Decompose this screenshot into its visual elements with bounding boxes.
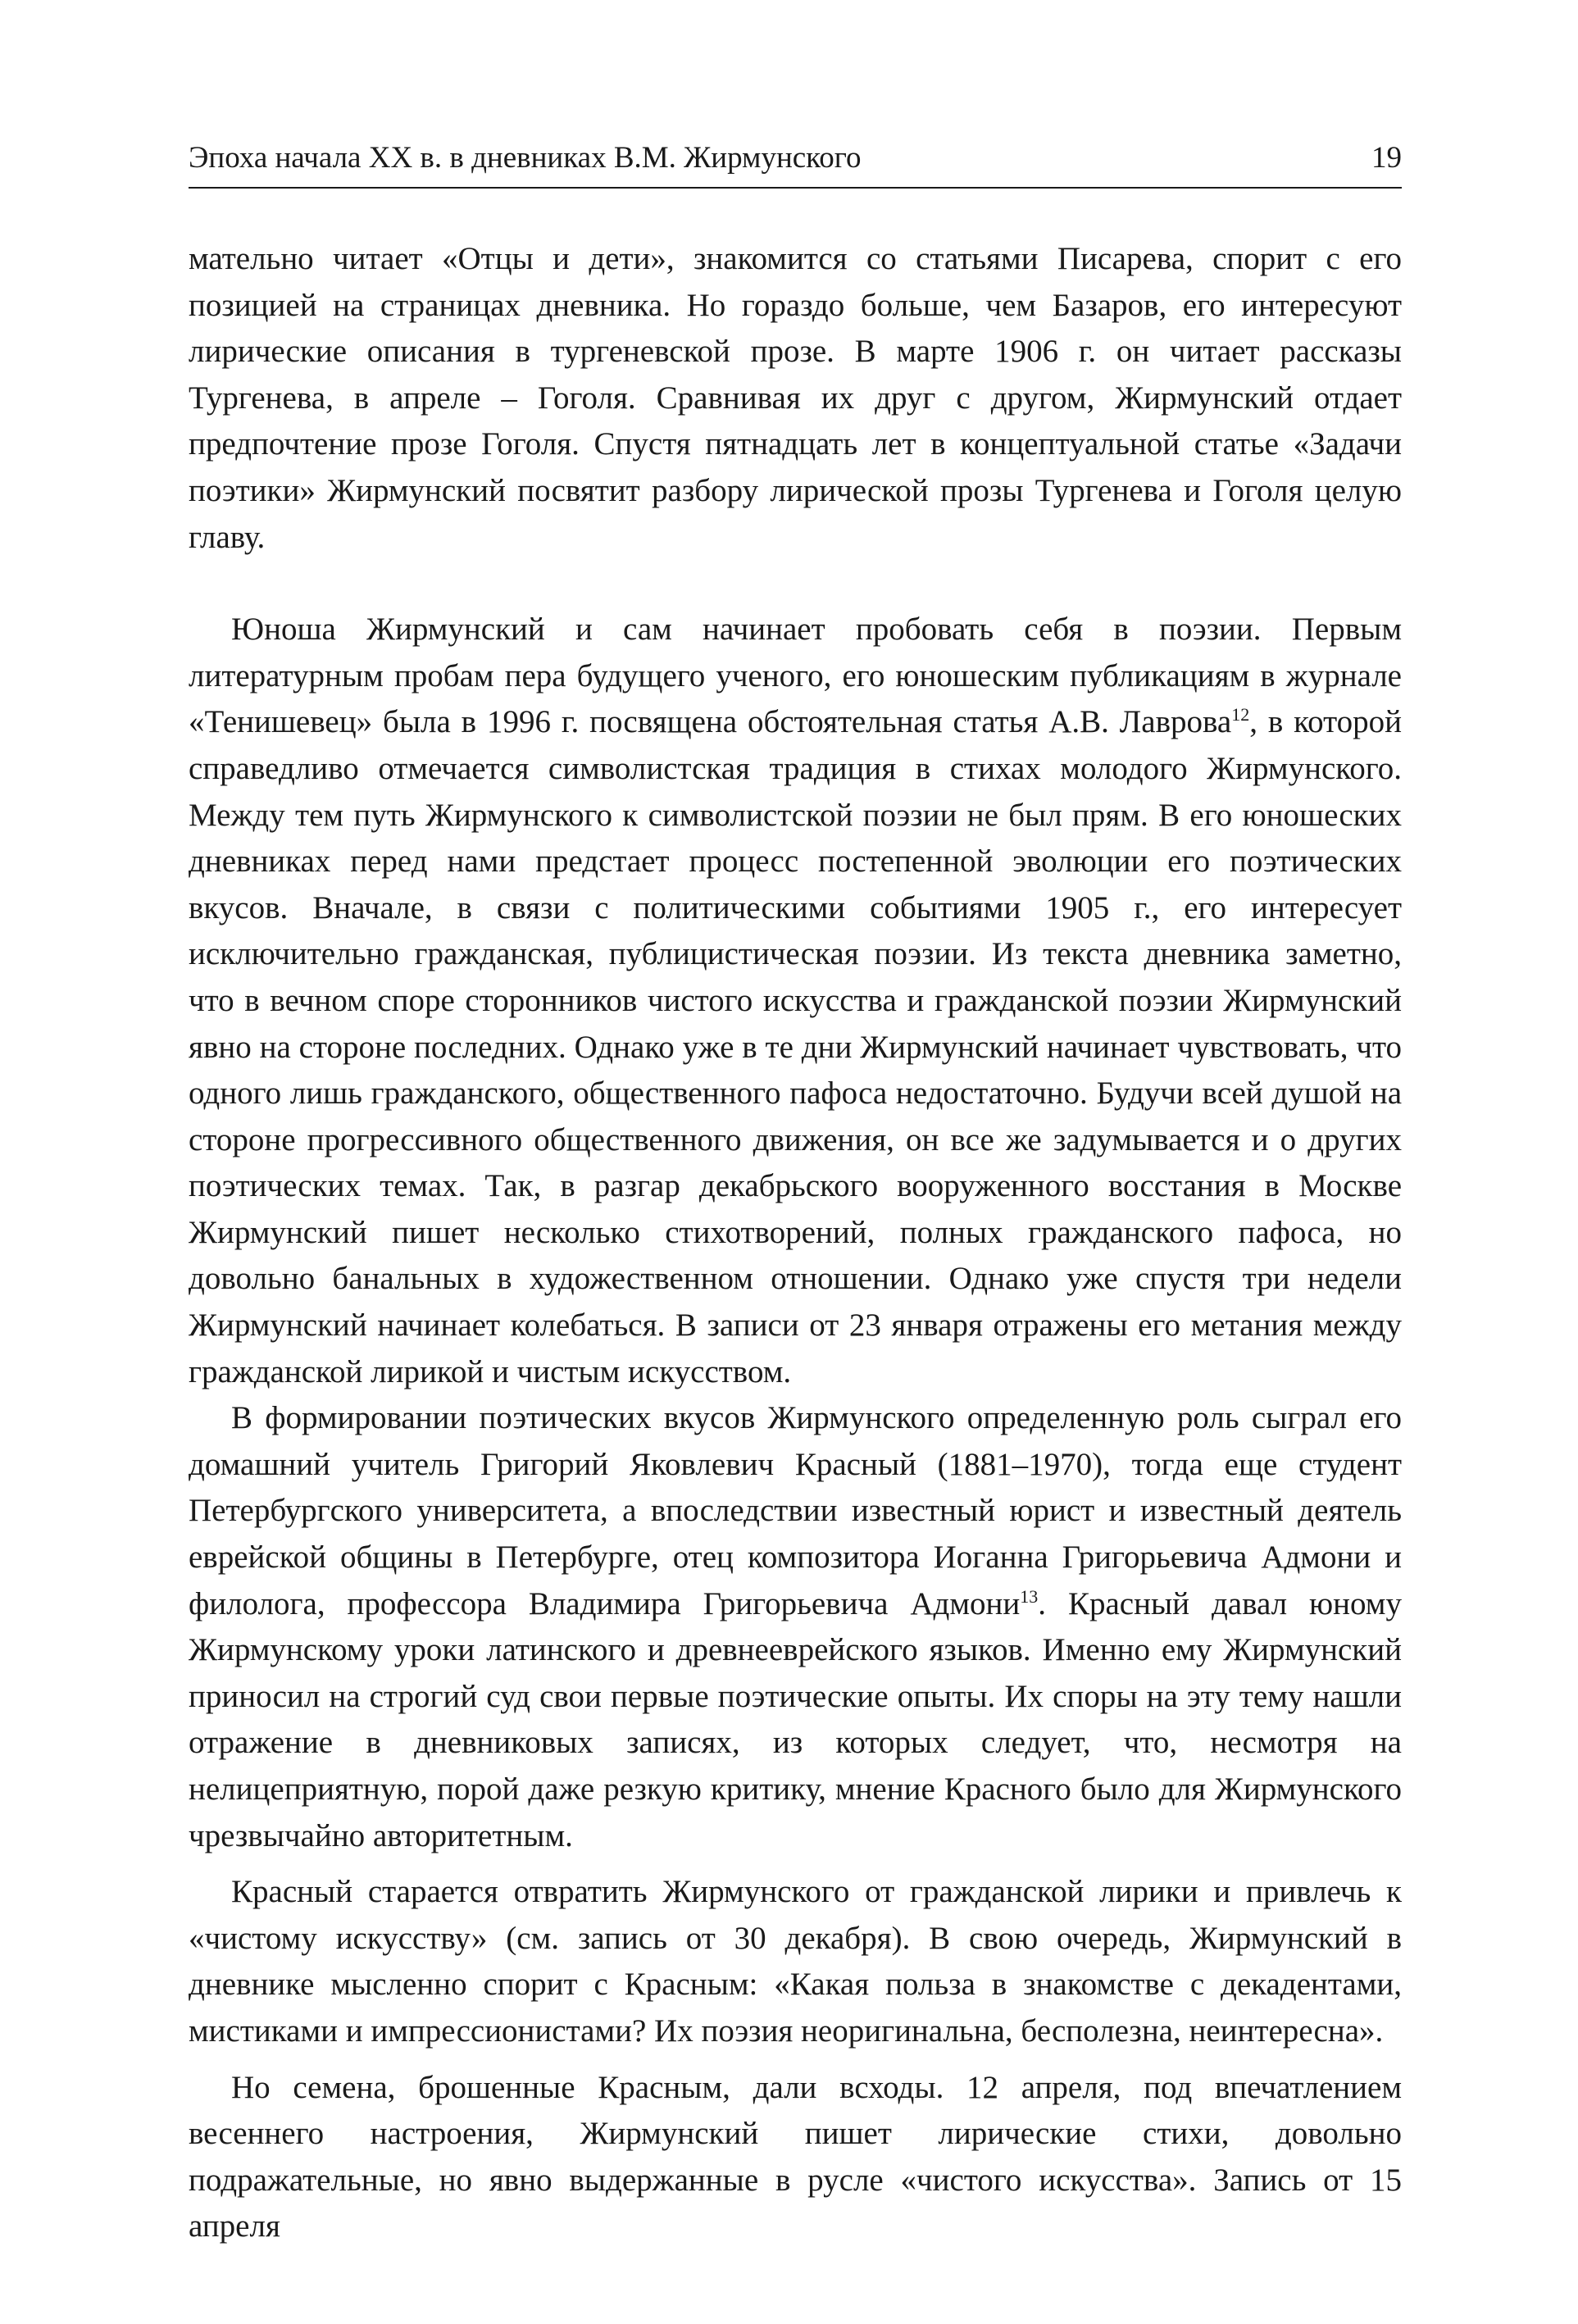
paragraph [189,607,1402,1395]
page-number: 19 [1371,141,1402,175]
paragraph-text: Юноша Жирмунский и сам начинает пробовать себя в поэзии. Первым литературным пробам пера будущего ученого, его юношеским публикациям в журнале «Тенишевец» была в 1996 г. посвящена обстоятельная статья А.В. Лаврова [189,612,1402,740]
running-title: Эпоха начала XX в. в дневниках В.М. Жирмунского [189,141,862,175]
paragraph-continuation [189,236,1402,561]
paragraph [189,2065,1402,2250]
paragraph [189,1395,1402,1859]
paragraph-text: В формировании поэтических вкусов Жирмунского определенную роль сыграл его домашний учитель Григорий Яковлевич Красный (1881–1970), тогда еще студент Петербургского университета, а впоследствии известный юрист и известный деятель еврейской общины в Петербурге, отец композитора Иоганна Григорьевича Адмони и филолога, профессора Владимира Григорьевича Адмони [189,1400,1402,1621]
footnote-ref: 13 [1020,1585,1039,1607]
book-page [189,0,1402,2324]
paragraph-text: . Красный давал юному Жирмунскому уроки латинского и древнееврейского языков. Именно ему Жирмунский приносил на строгий суд свои первые поэтические опыты. Их споры на эту тему нашли отражение в дневниковых записях, из которых следует, что, несмотря на нелицеприятную, порой даже резкую критику, мнение Красного было для Жирмунского чрезвычайно авторитетным. [189,1585,1402,1853]
body-text [189,236,1402,2250]
paragraph-text: Но семена, брошенные Красным, дали всходы. 12 апреля, под впечатлением весеннего настроения, Жирмунский пишет лирические стихи, довольно подражательные, но явно выдержанные в русле «чистого искусства». Запись от 15 апреля [189,2069,1402,2244]
footnote-ref: 12 [1231,704,1250,725]
running-header [189,138,1402,179]
paragraph [189,1869,1402,2054]
paragraph-text: , в которой справедливо отмечается символистская традиция в стихах молодого Жирмунского. Между тем путь Жирмунского к символистской поэзии не был прям. В его юношеских дневниках перед нами предстает процесс постепенной эволюции его поэтических вкусов. Вначале, в связи с политическими событиями 1905 г., его интересует исключительно гражданская, публицистическая поэзии. Из текста дневника заметно, что в вечном споре сторонников чистого искусства и гражданской поэзии Жирмунский явно на стороне последних. Однако уже в те дни Жирмунский начинает чувствовать, что одного лишь гражданского, общественного пафоса недостаточно. Будучи всей душой на стороне прогрессивного общественного движения, он все же задумывается и о других поэтических темах. Так, в разгар декабрьского вооруженного восстания в Москве Жирмунский пишет несколько стихотворений, полных гражданского пафоса, но довольно банальных в художественном отношении. Однако уже спустя три недели Жирмунский начинает колебаться. В записи от 23 января отражены его метания между гражданской лирикой и чистым искусством. [189,704,1402,1389]
paragraph-text: мательно читает «Отцы и дети», знакомится со статьями Писарева, спорит с его позицией на страницах дневника. Но гораздо больше, чем Базаров, его интересуют лирические описания в тургеневской прозе. В марте 1906 г. он читает рассказы Тургенева, в апреле – Гоголя. Сравнивая их друг с другом, Жирмунский отдает предпочтение прозе Гоголя. Спустя пятнадцать лет в концептуальной статье «Задачи поэтики» Жирмунский посвятит разбору лирической прозы Тургенева и Гоголя целую главу. [189,241,1402,555]
header-rule [189,187,1402,189]
paragraph-text: Красный старается отвратить Жирмунского от гражданской лирики и привлечь к «чистому искусству» (см. запись от 30 декабря). В свою очередь, Жирмунский в дневнике мысленно спорит с Красным: «Какая польза в знакомстве с декадентами, мистиками и импрессионистами? Их поэзия неоригинальна, бесполезна, неинтересна». [189,1874,1402,2049]
